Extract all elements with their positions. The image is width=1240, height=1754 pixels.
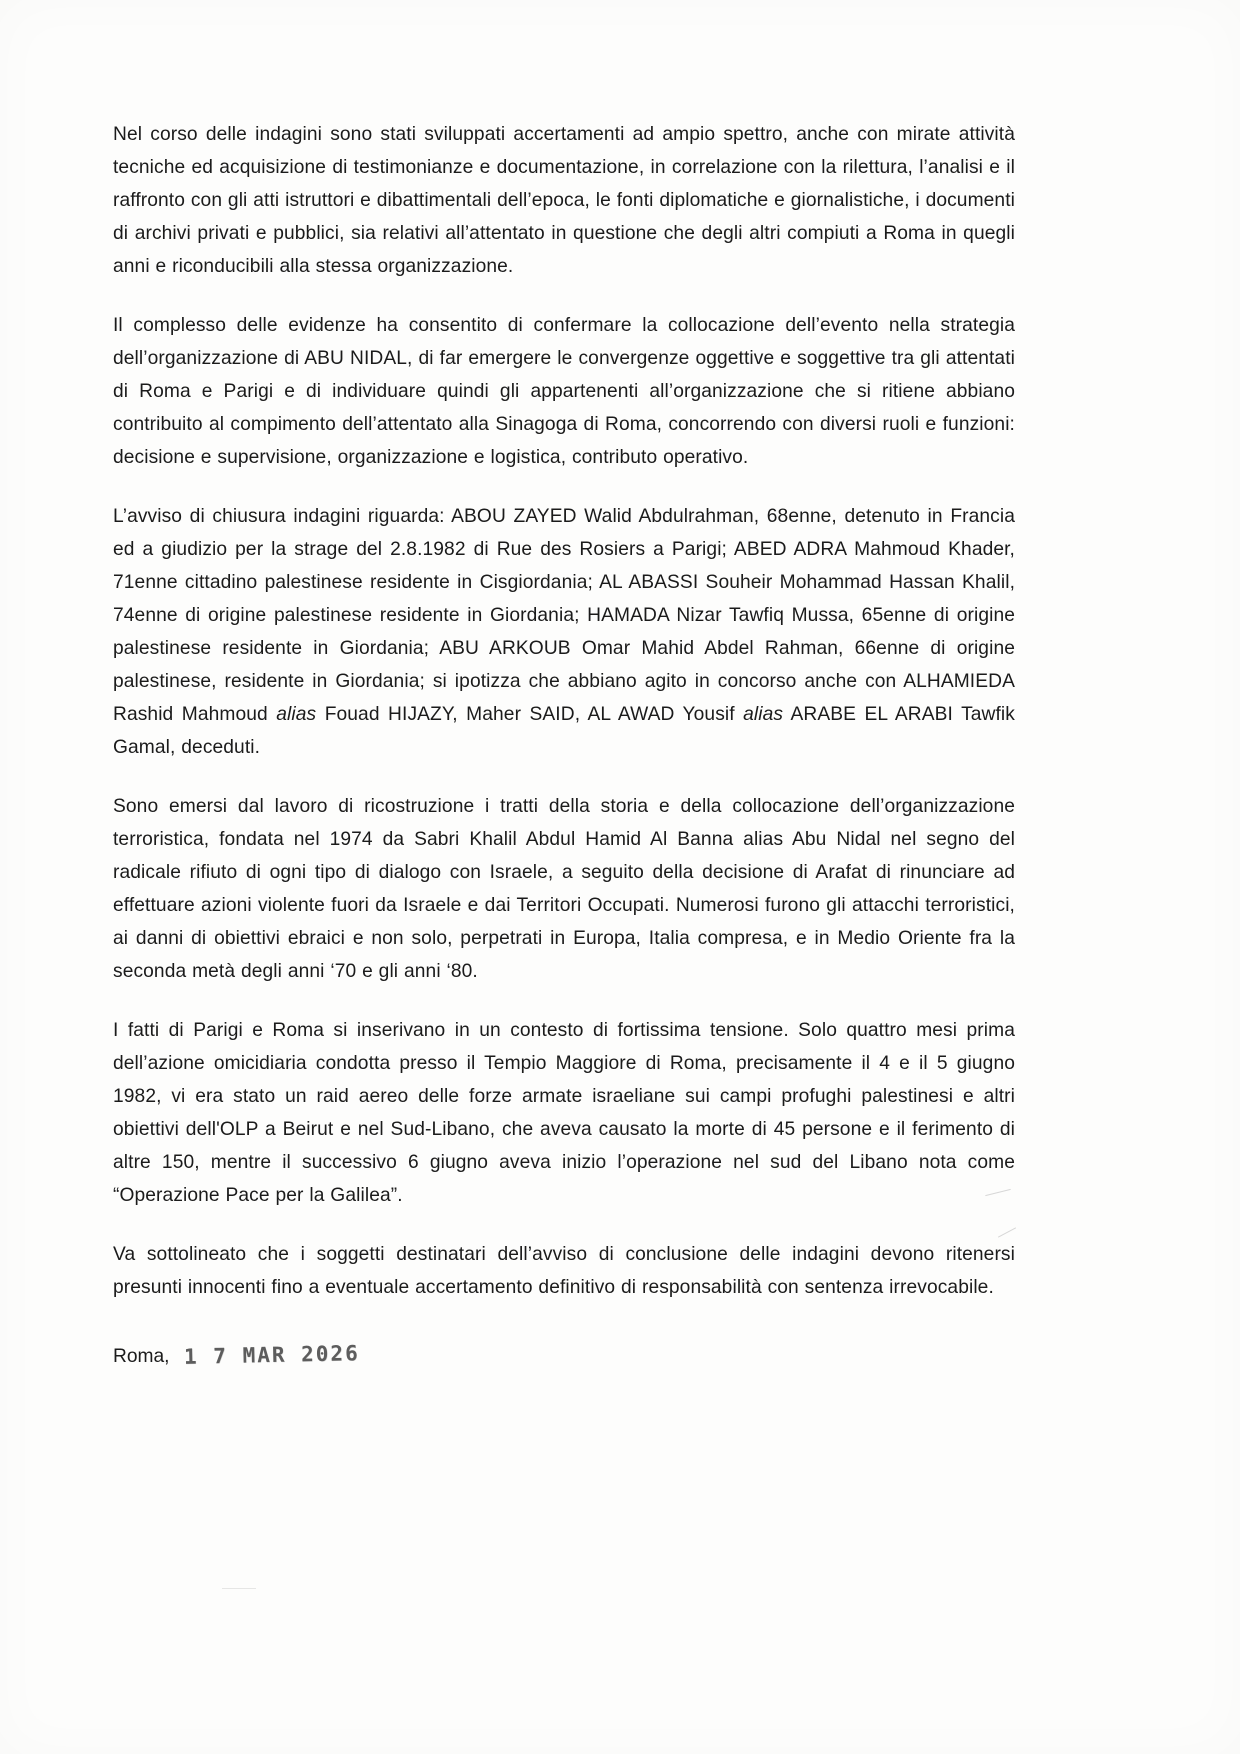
paragraph-investigations: Nel corso delle indagini sono stati sviluppati accertamenti ad ampio spettro, anche con mirate attività tecniche ed acquisizione di testimonianze e documentazione, in correlazione con la rilettura, l’analisi e il raffronto con gli atti istruttori e dibattimentali dell’epoca, le fonti diplomatiche e giornalistiche, i documenti di archivi privati e pubblici, sia relativi all’attentato in questione che degli altri compiuti a Roma in quegli anni e riconducibili alla stessa organizzazione. <box>113 124 1015 278</box>
paragraph-organization-history: Sono emersi dal lavoro di ricostruzione i tratti della storia e della collocazione dell’organizzazione terroristica, fondata nel 1974 da Sabri Khalil Abdul Hamid Al Banna alias Abu Nidal nel segno del radicale rifiuto di ogni tipo di dialogo con Israele, a seguito della decisione di Arafat di rinunciare ad effettuare azioni violente fuori da Israele e dai Territori Occupati. Numerosi furono gli attacchi terroristici, ai danni di obiettivi ebraici e non solo, perpetrati in Europa, Italia compresa, e in Medio Oriente fra la seconda metà degli anni ‘70 e gli anni ‘80. <box>113 796 1015 983</box>
suspects-text-part-3: ARABE EL ARABI Tawfik Gamal, deceduti. <box>113 704 1015 759</box>
date-stamp: 1 7 MAR 2026 <box>183 1340 360 1369</box>
paragraph-evidence: Il complesso delle evidenze ha consentito di confermare la collocazione dell’evento nella strategia dell’organizzazione di ABU NIDAL, di far emergere le convergenze oggettive e soggettive tra gli attentati di Roma e Parigi e di individuare quindi gli appartenenti all’organizzazione che si ritiene abbiano contribuito al compimento dell’attentato alla Sinagoga di Roma, concorrendo con diversi ruoli e funzioni: decisione e supervisione, organizzazione e logistica, contributo operativo. <box>113 315 1015 469</box>
suspects-alias-1: alias <box>276 704 317 726</box>
place-label: Roma, <box>113 1345 170 1367</box>
suspects-text-part-2: Fouad HIJAZY, Maher SAID, AL AWAD Yousif <box>316 704 744 726</box>
document-body <box>113 118 1015 1372</box>
paragraph-context: I fatti di Parigi e Roma si inserivano in un contesto di fortissima tensione. Solo quattro mesi prima dell’azione omicidiaria condotta presso il Tempio Maggiore di Roma, precisamente il 4 e il 5 giugno 1982, vi era stato un raid aereo delle forze armate israeliane sui campi profughi palestinesi e altri obiettivi dell'OLP a Beirut e nel Sud-Libano, che aveva causato la morte di 45 persone e il ferimento di altre 150, mentre il successivo 6 giugno aveva inizio l’operazione nel sud del Libano nota come “Operazione Pace per la Galilea”. <box>113 1020 1015 1207</box>
paragraph-suspects <box>113 500 1015 764</box>
scan-artefact <box>222 1588 256 1589</box>
paragraph-presumption-of-innocence: Va sottolineato che i soggetti destinatari dell’avviso di conclusione delle indagini devono ritenersi presunti innocenti fino a eventuale accertamento definitivo di responsabilità con sentenza irrevocabile. <box>113 1244 1015 1299</box>
signature-block <box>113 1339 1015 1373</box>
suspects-text-part-1: L’avviso di chiusura indagini riguarda: ABOU ZAYED Walid Abdulrahman, 68enne, detenuto in Francia ed a giudizio per la strage del 2.8.1982 di Rue des Rosiers a Parigi; ABED ADRA Mahmoud Khader, 71enne cittadino palestinese residente in Cisgiordania; AL ABASSI Souheir Mohammad Hassan Khalil, 74enne di origine palestinese residente in Giordania; HAMADA Nizar Tawfiq Mussa, 65enne di origine palestinese residente in Giordania; ABU ARKOUB Omar Mahid Abdel Rahman, 66enne di origine palestinese, residente in Giordania; si ipotizza che abbiano agito in concorso anche con ALHAMIEDA Rashid Mahmoud <box>113 506 1015 726</box>
suspects-alias-2: alias <box>743 704 784 726</box>
